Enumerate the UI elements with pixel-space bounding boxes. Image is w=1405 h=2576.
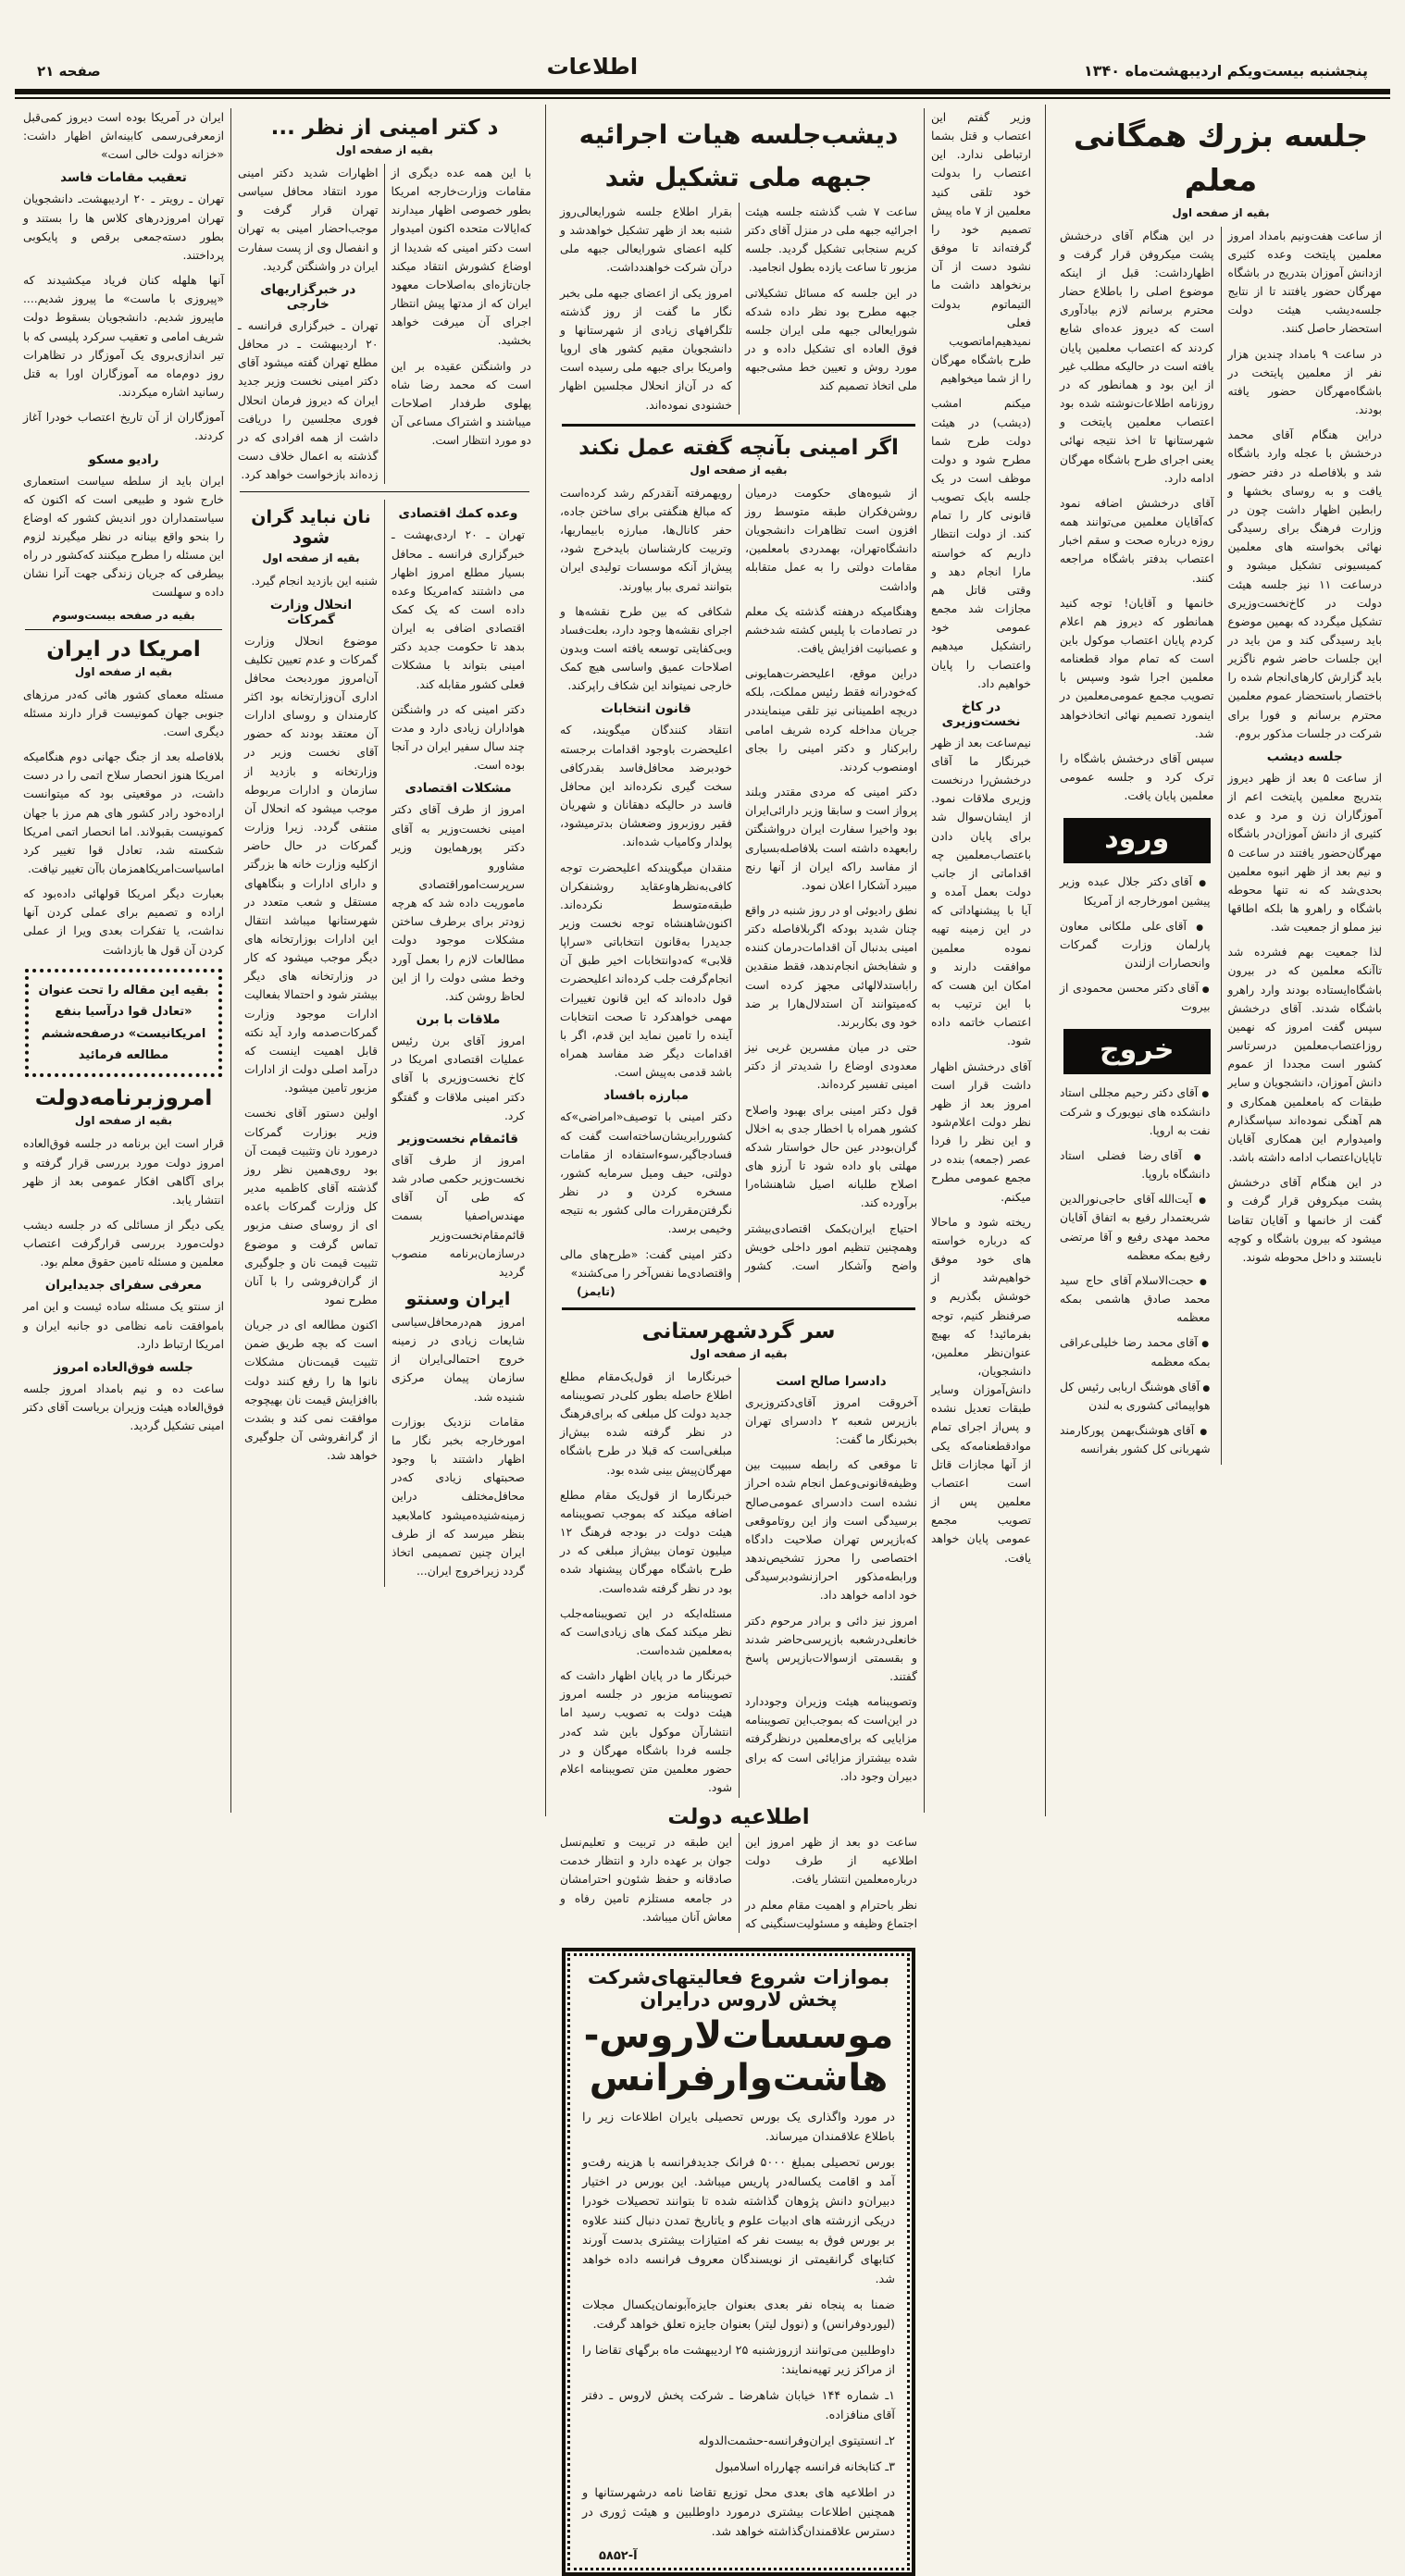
paragraph: لذا جمعیت بهم فشرده شد تاآنکه معلمین که در بیرون باشگاه‌ایستاده بودند وارد راهرو باشگاه شدند. آقای درخشش سپس گفت امروز که نهمین روزاعتصاب‌معلمین درسرتاسر کشور است مجددا از عموم دانش آموزان، دانشجویان و سایر طبقات که بامعلمین همکاری و هم آهنگی نموده‌اند سپاسگذارم وامیدوارم این همکاری آقایان تاپایان‌اعتصاب ادامه داشته باشد.: [1227, 946, 1382, 1165]
paragraph: خبرنگارما از قول‌یک‌مقام مطلع اطلاع حاصله بطور کلی‌در تصویبنامه جدید دولت کل مبلغی که برای‌فرهنگ در نظر گرفته شده بیش‌از مبلغی‌است که قبلا در طرح باشگاه مهرگان‌پیش بینی شده بود.: [560, 1369, 732, 1477]
paragraph: تا موقعی که رابطه سببیت بین وظیفه‌قانونی‌وعمل انجام شده احراز نشده است دادسرای عمومی‌صالح برسیدگی است واز این روتاموقعی که‌بازپرس تهران صلاحیت دادگاه اختصاصی را محرز تشخیص‌ندهد ورابطه‌مذکور احرازنشودبرسیدگی خود ادامه خواهد داد.: [745, 1458, 917, 1603]
article-title: اگر امینی بآنچه گفته عمل نکند: [578, 435, 899, 460]
paragraph: دراین هنگام آقای محمد درخشش با عجله وارد باشگاه شد و بلافاصله در دفتر حضور یافت و به روسای بخشها و رابطین اظهار داشت چون در وزارت فرهنگ برای رسیدگی نهائی بخواسته های معلمین کمیسیونی تشکیل میشود و درساعت ۱۱ نیز جلسه هیئت دولت در کاخ‌نخست‌وزیری تشکیل میگردد که بهمین موضوع باید رسیدگی کند و من باید در این جلسات حاضر شوم ناگزیر باید گزارش کارهای‌انجام شده را باختصار باستحضار عموم معلمین محترم برسانم و فورا برای شرکت در جلسات مذکور بروم.: [1227, 428, 1382, 740]
paragraph: در این هنگام آقای درخشش پشت میکروفن قرار گرفت و اظهارداشت: قبل از اینکه موضوع اصلی را باطلاع حضار محترم برسانم لازم بیادآوری است که دیروز عده‌ای شایع کردند که اعتصاب معلمین پایان یافته است در حالیکه مطلب غیر از این بود و همانطور که در روزنامه اطلاعات‌نوشته شده بود اعتصاب معلمین پایتخت و شهرستانها تا اخذ نتیجه نهائی یعنی اجرای طرح باشگاه مهرگان ادامه دارد.: [1060, 229, 1214, 485]
paragraph: ● حجت‌الاسلام آقای حاج سید محمد صادق هاشمی بمکه معظمه: [1060, 1271, 1214, 1327]
sub-headline: رادیو مسکو: [88, 452, 159, 467]
paragraph: تهران ـ ۲۰ اردی‌بهشت ـ خبرگزاری فرانسه ـ محافل بسیار مطلع امروز اظهار می داشتند که‌امریکا وعده داده است که یک کمک اقتصادی اضافی به ایران بدهد تا حکومت جدید دکتر امینی بتواند با مشکلات فعلی کشور مقابله کند.: [392, 528, 526, 691]
paragraph: با این همه عده دیگری از مقامات وزارت‌خارجه امریکا بطور خصوصی اظهار میدارند که‌ایالات متحده اکنون امیدوار است دکتر امینی که شدیدا از اوضاع کشورش انتقاد میکند جان‌تازه‌ای به‌اصلاحات معهود ایران که از مدتها پیش انتظار اجرای آن میرفت خواهد بخشید.: [391, 167, 531, 348]
paragraph: ۳ـ کتابخانه فرانسه چهارراه اسلامبول: [715, 2459, 895, 2474]
paragraph: ساعت ۷ شب گذشته جلسه هیئت اجرائیه جبهه ملی در منزل آقای دکتر کریم سنجابی تشکیل گردید. جلسه مزبور تا ساعت یازده بطول انجامید.: [745, 205, 917, 275]
paragraph: ● آقای هوشنگ‌بهمن پورکارمند شهربانی کل کشور بفرانسه: [1060, 1421, 1214, 1458]
article-title: امروزبرنامه‌دولت: [34, 1086, 213, 1111]
continued-note: بقیه از صفحه اول: [262, 551, 360, 565]
left-main-stack: [231, 108, 538, 1813]
sub-headline: وعده كمك اقتصادی: [398, 506, 518, 522]
article-america-in-iran: [23, 638, 224, 1078]
iran-cento-body: [392, 1313, 525, 1580]
continued-on-page-23: بقیه در صفحه بیست‌وسوم: [52, 608, 195, 622]
paragraph: یکی دیگر از مسائلی که در جلسه دیشب دولت‌مورد بررسی قرارگرفت اعتصاب معلمین و مسئله تامین حقوق معلم بود.: [23, 1218, 224, 1269]
paragraph: از سنتو یک مسئله ساده ئیست و این امر باموافقت نامه نظامی دو جانبه ایران و امریکا ارتباط دارد.: [23, 1300, 224, 1351]
paragraph: امروز یکی از اعضای جبهه ملی بخبر نگار ما گفت از روز گذشته تلگرافهای زیادی از شهرستانها و دانشجویان مقیم کشور های اروپا وامریکا برای جبهه ملی رسیده است که در آن‌از انحلال مجلسین اظهار خشنودی نموده‌اند.: [560, 286, 732, 412]
left-section: [9, 105, 546, 1816]
paragraph: آقای درخشش اضافه نمود که‌آقایان معلمین می‌توانند همه روزه درباره صحت و سقم اخبار اعتصاب بدفتر باشگاه مراجعه کنند.: [1060, 496, 1214, 585]
paragraph: امروز آقای برن رئیس عملیات اقتصادی امریکا در کاخ نخست‌وزیری با آقای دکتر امینی ملاقات و گفتگو کرد.: [392, 1034, 525, 1122]
paragraph: ۲ـ انستیتوی ایران‌وفرانسه-حشمت‌الدوله: [698, 2434, 895, 2448]
paragraph: موضوع انحلال وزارت گمرکات و عدم تعیین تکلیف آن‌امروز موردبحث محافل اداری آن‌وزارتخانه بود اکثر کارمندان و روسای ادارات آن معتقد بودند که حضور آقای نخست وزیر در وزارتخانه و بازدید از سازمان و ادارات مربوطه موجب میشود که انحلال آن منتفی گردد. زیرا وزارت گمرکات در حال حاضر ازکلیه وزارت خانه ها بزرگتر و دارای ادارات و بنگاههای مستقل و شعب متعدد در شهرستانها میباشد انتقال این ادارات بوزارتخانه های دیگر موجب میشود که کار در وزارتخانه های دیگر بیشتر شود و احتمالا بفعالیت ادارات موجود وزارت گمرکات‌صدمه وارد آید نکته قابل اهمیت اینست که درآمد اصلی دولت از ادارات مزبور تامین میشود.: [244, 634, 378, 1096]
front-page-continuation: [23, 108, 224, 602]
sub-headline: انحلال وزارت گمرکات: [269, 597, 353, 627]
center-main-stack: [553, 108, 925, 2563]
date-line: پنجشنبه بیست‌ویکم اردیبهشت‌ماه ۱۳۴۰: [1083, 62, 1368, 80]
paragraph: خبرنگار ما در پایان اظهار داشت که تصویبنامه مزبور در جلسه امروز هیئت دولت به تصویب رسید اما انتشارآن موکول باین شد که‌در جلسه فردا باشگاه مهرگان و در حضور معلمین متن تصویبنامه اعلام شود.: [560, 1669, 732, 1795]
paragraph: وزیر گفتم این اعتصاب و قتل بشما ارتباطی ندارد. این اعتصاب را بدولت خود تلقی کنید معلمین از ۷ ماه پیش تصمیم خود را گرفته‌اند تا موفق نشود دست از آن برنخواهد داشت ما التیماتوم بدولت فعلی نمیدهیم‌اماتصویب طرح باشگاه مهرگان را از شما میخواهیم: [931, 111, 1031, 386]
paragraph: ● آقای رضا فضلی استاد دانشگاه باروپا.: [1060, 1146, 1214, 1183]
if-amini-body: [560, 484, 917, 1282]
ad-topline: بموازات شروع فعالیتهای‌شرکت پخش لاروس درایران: [587, 1965, 890, 2011]
paragraph: ایران در آمریکا بوده است دیروز کمی‌قبل ازمعرفی‌رسمی کابینه‌اش اظهار داشت: «خزانه دولت خالی است»: [23, 111, 224, 162]
page-header: [9, 0, 1396, 87]
arrivals-banner: ورود: [1063, 818, 1211, 863]
section-rule: [240, 491, 529, 492]
paragraph: در ساعت ۹ بامداد چندین هزار نفر از معلمین پایتخت در باشگاه‌مهرگان حضور یافته بودند.: [1227, 347, 1382, 417]
paragraph: بقرار اطلاع جلسه شورایعالی‌روز شنبه بعد از ظهر تشکیل خواهدشد و کلیه اعضای شورایعالی جبهه ملی درآن شرکت خواهندداشت.: [560, 205, 732, 275]
paragraph: خبرنگارما از قول‌یک مقام مطلع اضافه میکند که بموجب تصویبنامه هیئت دولت در بودجه فرهنگ ۱۲ میلیون تومان بیش‌از مبلغی که در طرح باشگاه مهرگان پیشنهاد شده بود در نظر گرفته شده‌است.: [560, 1488, 732, 1595]
ad-title: موسسات‌لاروس-هاشت‌وارفرانس: [583, 2013, 894, 2099]
paragraph: ایران باید از سلطه سیاست استعماری خارج شود و طبیعی است که اکنون که سیاستمداران دور اندیش کشور که اوضاع را بنحو واقع بینانه در نظر میگیرند لزوم این مسئله را مطرح میکنند که‌کشور در راه بیطرفی که جریان زندگی جهت آنرا نشان داده و سهلست: [23, 474, 224, 600]
sub-headline: مبارزه بافساد: [603, 1088, 689, 1104]
article-government-program: [23, 1086, 224, 1435]
paragraph: ۱ـ شماره ۱۴۴ خیابان شاهرضا ـ شرکت پخش لاروس ـ دفتر آقای منافزاده.: [582, 2388, 895, 2422]
continued-note: بقیه از صفحه اول: [335, 143, 434, 156]
paragraph: ریخته شود و ماحالا که درباره خواسته های خود موفق خواهیم‌شد از خوشش بگذریم و صرفنظر کنیم، توجه بفرمائید! که بهیچ عنوان‌نظر معلمین، دانشجویان، دانش‌آموزان وسایر طبقات تعدیل نشده و پس‌از اجرای تمام موادقطعنامه‌که یکی از آنها مجازات قاتل است اعتصاب معلمین پس از تصویب مجمع عمومی پایان خواهد یافت.: [931, 1215, 1031, 1565]
paragraph: میکنم امشب (دیشب) در هیئت دولت طرح شما مطرح شود و دولت موظف است در یک جلسه بایک تصویب قانونی کار را تمام کند. از دولت انتظار داریم که خواسته مارا انجام دهد و وقتی قاتل هم مجازات شد مجمع عمومی خود راتشکیل میدهیم واعتصاب را پایان خواهیم داد.: [931, 397, 1031, 690]
paragraph: وتصویبنامه هیئت وزیران وجوددارد در این‌است که بموجب‌این تصویبنامه مزایایی که برای‌معلمین درنظرگرفته شده بیشتراز مزایائی است که برای دبیران وجود داد.: [745, 1695, 917, 1783]
advertisement-larousse: [562, 1948, 915, 2576]
shahrestani-body: [560, 1368, 917, 1798]
paragraph: بعبارت دیگر امریکا قولهائی داده‌بود که اراده و تصمیم برای عملی کردن آنها نداشت، یا تفکرات بعدی ویرا از عملی کردن آن قول ها بازداشت: [23, 887, 224, 957]
america-in-iran-body: [23, 686, 224, 960]
left-lower-columns: [238, 500, 531, 1587]
main-content: [9, 105, 1396, 2563]
article-title: امریکا در ایران: [46, 637, 201, 662]
paragraph: اولین دستور آقای نخست وزیر بوزارت گمرکات درمورد نان وتثبیت قیمت آن بود روی‌همین نظر روز گذشته آقای کاظمیه مدیر کل وزارت گمرکات باعده ای از روسای صنف مزبور تماس گرفت و موضوع تثبیت قیمت نان و جلوگیری از گران‌فروشی را با آنان مطرح نمود: [244, 1107, 378, 1307]
paragraph: تهران ـ رویتر ـ ۲۰ اردیبهشت‌ـ دانشجویان تهران امروزدرهای کلاس ها را بستند و بطور دسته‌جمعی برقص و پایکوبی پرداختند.: [23, 192, 224, 262]
paragraph: ساعت ده و نیم بامداد امروز جلسه فوق‌العاده هیئت وزیران بریاست آقای دکتر امینی تشکیل گردید.: [23, 1381, 224, 1433]
paragraph: وهنگامیکه درهفته گذشته یک معلم در تصادمات با پلیس کشته شدخشم و عصبانیت افزایش یافت.: [745, 604, 917, 655]
paragraph: امروز از طرف آقای دکتر امینی نخست‌وزیر به آقای دکتر پورهمایون وزیر مشاورو سرپرست‌اموراقتصادی ماموریت داده شد که هرچه زودتر برای برطرف ساختن مشکلات موجود دولت مطالعات لازم را بعمل آورد وخط مشی دولت را از این لحاظ روشن کند.: [392, 803, 525, 1003]
paragraph: ● آقای هوشنگ اربابی رئیس کل هواپیمائی کشوری به لندن: [1060, 1378, 1214, 1415]
article-title: د كتر امينى از نظر ...: [270, 116, 499, 140]
sub-headline: در كاخ نخست‌وزیری: [941, 699, 1021, 729]
paragraph: امروز هم‌درمحافل‌سیاسی شایعات زیادی در زمینه خروج احتمالی‌ایران از سازمان پیمان مرکزی شنیده شد.: [392, 1315, 525, 1404]
paragraph: از ساعت هفت‌ونیم بامداد امروز معلمین پایتخت وعده کثیری ازدانش آموزان بتدریج در باشگاه مهرگان حضور یافتند تا از نتایج جلسه‌دیشب هیئت دولت استحضار حاصل کنند.: [1227, 229, 1382, 336]
government-notice-body: [560, 1833, 917, 1933]
paragraph: نطق رادیوئی او در روز شنبه در واقع چنان شدید بودکه اگربلافاصله دکتر امینی بدنبال آن اقدامات‌درمان کننده و شفابخش انجام‌ندهد، فقط منقدین راباستدلالهائی مجهز کرده است که‌میتوانند آن استدلال‌هارا بر ضد خود وی بکاربرند.: [745, 904, 917, 1029]
section-rule: [562, 1307, 915, 1310]
national-front-body: [560, 203, 917, 415]
paragraph: امروز نیز دائی و برادر مرحوم دکتر خانعلی‌درشعبه بازپرسی‌حاضر شدند و بقسمتی ازسوالات‌بازپرس پاسخ گفتند.: [745, 1614, 917, 1683]
departures-list: [1060, 1084, 1214, 1458]
paragraph: ● آقای علی ملکانی معاون پارلمان وزارت گمرکات وانحصارات ازلندن: [1060, 917, 1214, 972]
continued-note: بقیه از صفحه اول: [690, 1346, 788, 1360]
paragraph: دراین موقع، اعلیحضرت‌همایونی که‌خودرانه فقط رئیس مملکت، بلکه دریچه اطمینانی نیز تلقی مینماینددر جریان مداخله کرده شریف امامی رابرکنار و دکتر امینی را بجای اومنصوب کردند.: [745, 667, 917, 774]
continued-note: بقیه از صفحه اول: [74, 664, 173, 678]
paragraph: ● آقای محمد رضا خلیلی‌عراقی بمکه معظمه: [1060, 1333, 1214, 1370]
paragraph: آقای درخشش اظهار داشت قرار است امروز بعد از ظهر نظر دولت اعلام‌شود و این نظر را فردا عصر (جمعه) بنده در مجمع عمومی مطرح میکنم.: [931, 1059, 1031, 1204]
paragraph: انتقاد کنندگان میگویند، که اعلیحضرت باوجود اقدامات برجسته خودبرضد محافل‌فاسد بقدرکافی سخت گیری نکرده‌اند این محافل فاسد در حالیکه دهقانان و شهریان فقیر روزبروز وضعشان بدترمیشود، پولدار وکامیاب شده‌اند.: [560, 724, 732, 849]
paragraph: قول دکتر امینی برای بهبود واصلاح کشور همراه با اخطار جدی به اخلال گران‌بوددر عین حال خواستار شدکه مهلتی باو داده شود تا آرزو های اصلاح طلبانه اصیل شاهنشاه‌را برآورده کند.: [745, 1103, 917, 1210]
paragraph: امروز از طرف آقای نخست‌وزیر حکمی صادر شد که طی آن آقای مهندس‌اصفیا بسمت قائم‌مقام‌نخست‌وزیر درسازمان‌برنامه منصوب گردید: [392, 1153, 525, 1279]
article-sergeant-shahrestani: [560, 1319, 917, 1798]
article-teachers-meeting: [1046, 105, 1396, 1816]
article-government-notice: [560, 1805, 917, 1933]
teachers-columns: [1053, 227, 1388, 1466]
sub-headline: ملاقات با برن: [416, 1012, 501, 1028]
paragraph: از ساعت ۵ بعد از ظهر دیروز بتدریج معلمین پایتخت اعم از آموزگاران زن و مرد و عده کثیری از دانش آموزان‌در باشگاه مهرگان‌حضور یافتند در ساعت ۵ و نیم بعد از ظهر انبوه معلمین بحدی‌شد که نه تنها محوطه باشگاه و راهرو ها بلکه اطاقها نیز مملو از جمعیت شد.: [1227, 771, 1382, 935]
article-title-line1: دیشب‌جلسه هیات اجرائیه: [578, 119, 899, 150]
paragraph: در واشنگتن عقیده بر این است که محمد رضا شاه پهلوی طرفدار اصلاحات میباشند و اشتراک مساعی آن دو مورد انتظار است.: [391, 359, 531, 448]
article-title: سر گردشهرستانی: [641, 1319, 836, 1344]
far-left-column: [17, 108, 231, 1813]
article-title-iran-cento: ایران وسنتو: [405, 1288, 511, 1309]
left-row: [17, 108, 538, 1813]
sub-headline: جلسه فوق‌العاده امروز: [54, 1359, 193, 1375]
teachers-col-left: [1053, 227, 1222, 1466]
sub-headline: تعقیب مقامات فاسد: [60, 170, 187, 186]
arrivals-list: [1060, 873, 1214, 1016]
paragraph: حتی در میان مفسرین غربی نیز معدودی اوضاع را شدیدتر از دکتر امینی تفسیر کرده‌اند.: [745, 1041, 917, 1092]
sub-headline: معرفی سفرای جدیدایران: [44, 1278, 203, 1294]
sub-headline: جلسه دیشب: [1266, 749, 1343, 764]
dr-amini-body: [238, 164, 531, 484]
paragraph: خانمها و آقایان! توجه کنید همانطور که دیروز هم اعلام کردم پایان اعتصاب موکول باین است که تمام مواد قطعنامه معلمین اجرا شود وسپس با تصویب مجمع عمومی‌معلمین در اینمورد تصمیم نهائی اتخاذخواهد شد.: [1060, 596, 1214, 740]
paragraph: بلافاصله بعد از جنگ جهانی دوم هنگامیکه امریکا هنوز انحصار سلاح اتمی را در دست داشت، در موقعیتی بود که میتوانست اراده‌خود رادر کشور های هم مرز با جهان کمونیست بقبولاند. اما انحصار اتمی امریکا شکسته شد، تعادل قوا تغییر کرد اماسیاست‌امریکاهمزمان باآن تغییر نیافت.: [23, 750, 224, 875]
center-row: [553, 108, 1038, 2563]
paragraph: شکافی که بین طرح نقشه‌ها و اجرای نقشه‌ها وجود دارد، بعلت‌فساد وبی‌کفایتی توسعه یافته است وبدون اصلاحات عمیق واساسی هیچ کمک خارجی نمیتواند این شکاف راپرکند.: [560, 604, 732, 693]
teachers-col-left-text: [1060, 227, 1214, 806]
column-bread-price: [238, 500, 385, 1587]
paragraph: اظهارات شدید دکتر امینی مورد انتقاد محافل سیاسی تهران قرار گرفت و موجب‌احضار امینی به تهران و انفصال وی از پست سفارت ایران در واشنگتن گردید.: [238, 167, 379, 273]
paragraph: نیم‌ساعت بعد از ظهر خبرنگار ما آقای درخشش‌را درنخست وزیری ملاقات نمود. از ایشان‌سوال شد برای پایان دادن باعتصاب‌معلمین چه اقداماتی از جانب دولت بعمل آمده و آیا با پیشنهاداتی که در این زمینه تهیه نموده معلمین موافقت دارند و امکان این هست که با این ترتیب به اعتصاب خاتمه داده شود.: [931, 736, 1031, 1048]
paragraph: دکتر امینی با توصیف«امراضی»که کشوررابریشان‌ساخته‌است گفت که فسادجاگیر،سوءاستفاده از مقامات دولتی، حیف ومیل سرمایه کشور، مسخره کردن و در نظر نگرفتن‌مقررات مالی کشور به نتیجه وخیمی برسد.: [560, 1110, 732, 1236]
sub-headline: مشکلات اقتصادی: [404, 781, 512, 797]
article-title-line2: جبهه ملی تشکیل شد: [604, 162, 873, 192]
departures-banner: خروج: [1063, 1029, 1211, 1074]
article-if-amini: [560, 436, 917, 1298]
source-attribution: (تایمز): [577, 1283, 615, 1298]
article-national-front: [560, 116, 917, 415]
paragraph: دکتر امینی که مردی مقتدر وبلند پرواز است و سابقا وزیر دارائی‌ایران بود واخیرا سفارت ایران درواشنگتن رابعهده داشته است بلافاصله‌بسیاری از مفاسد راکه ایران از آنها رنج میبرد آشکارا اعلان نمود.: [745, 786, 917, 892]
paragraph: شنبه این بازدید انجام گیرد.: [251, 575, 378, 588]
paragraph: احتیاج ایران‌بکمک اقتصادی‌بیشتر وهمچنین تنظیم امور داخلی خویش واضح وآشکار است. کشور رویهمرفته آنقدرکم رشد کرده‌است که مبالغ هنگفتی برای ساختن جاده، حفر کانال‌ها، مبارزه بابیماریها، وتربیت کارشناسان بایدخرج شود، پیش‌از آنکه موسسات تولیدی ایران بتوانند ثمری ببار بیاورند.: [560, 486, 917, 1272]
bread-body: [244, 572, 378, 1465]
paragraph: سپس آقای درخشش باشگاه را ترک کرد و جلسه عمومی معلمین پایان یافت.: [1060, 751, 1214, 803]
government-program-body: [23, 1134, 224, 1435]
sub-headline: در خبرگزاریهای خارجی: [260, 281, 356, 312]
paragraph: ● آیت‌الله آقای حاجی‌نورالدین شریعتمدار رفیع به اتفاق آقایان محمد مهدی رفیع و آقا مرتضی رفیع بمکه معظمه: [1060, 1190, 1214, 1265]
paragraph: ساعت دو بعد از ظهر امروز این اطلاعیه از طرف دولت درباره‌معلمین انتشار یافت.: [745, 1836, 917, 1887]
paragraph: نظر باحترام و اهمیت مقام معلم در اجتماع وظیفه و مسئولیت‌سنگینی که این طبقه در تربیت و تعلیم‌نسل جوان بر عهده دارد و انتظار خدمت صادقانه و حفظ شئون‌و احترامشان در جامعه مستلزم تامین رفاه و معاش آنان میباشد.: [560, 1836, 917, 1930]
column-pm-palace: [925, 108, 1038, 1813]
column-misc-economy: [385, 500, 531, 1587]
paragraph: ● آقای دکتر جلال عبده وزیر پیشین امورخارجه از آمریکا: [1060, 873, 1214, 910]
paragraph: داوطلبین می‌توانند ازروزشنبه ۲۵ اردیبهشت ماه برگهای تقاضا را از مراکز زیر تهیه‌نمایند:: [582, 2343, 895, 2377]
article-title: اطلاعیه دولت: [667, 1805, 810, 1830]
paragraph: از شیوه‌های حکومت درمیان روشن‌فکران طبقه متوسط روز افزون است تظاهرات دانشجویان دانشگاه‌تهران، بهمدردی بامعلمین، مقامات دولتی را به عمل متقابله واداشت: [745, 486, 917, 593]
sub-headline: دادسرا صالح است: [776, 1373, 887, 1389]
sub-headline: قانون انتخابات: [601, 701, 691, 717]
section-rule: [562, 424, 915, 427]
paragraph: مسئله‌ایکه در این تصویبنامه‌جلب نظر میکند کمک های زیادی‌است که به‌معلمین شده‌است.: [560, 1606, 732, 1657]
sub-headline: قائمقام نخست‌وزیر: [398, 1131, 518, 1146]
paragraph: آنها هلهله کنان فریاد میکشیدند که «پیروزی با ماست» ما پیروز شدیم.... ماپیروز شدیم. دانشجویان بسقوط دولت شریف امامی و تعقیب سرکرد پلیسی که با تیر اندازی‌بروی یک آموزگار در تظاهرات روز دوم‌ماه مه آموزگاران اورا به قتل رسانید اشاره میکردند.: [23, 274, 224, 400]
ad-body: [582, 2109, 895, 2543]
masthead: اطلاعات: [546, 54, 639, 80]
continued-note: بقیه از صفحه اول: [74, 1114, 173, 1128]
header-rule: [15, 89, 1390, 99]
article-dr-amini-view: [238, 116, 531, 484]
see-page-six-box: بقیه این مقاله را تحت عنوان «تعادل قوا درآسیا بنفع امریکانیست» درصفحه‌ششم مطالعه فرمائید: [25, 969, 222, 1078]
article-title: جلسه بزرك همگانی معلم: [1073, 118, 1369, 198]
continued-note: بقیه از صفحه اول: [690, 463, 788, 477]
teachers-col-right: [1222, 227, 1389, 1466]
paragraph: ● آقای دکتر رحیم مجللی استاد دانشکده های نیویورک و شرکت نفت به اروپا.: [1060, 1084, 1214, 1139]
paragraph: قرار است این برنامه در جلسه فوق‌العاده امروز دولت مورد بررسی قرار گرفته و برای آگاهی افکار عمومی بعد از ظهر انتشار یابد.: [23, 1137, 224, 1207]
article-title-bread: نان نباید گران شود: [251, 507, 371, 549]
paragraph: ● آقای دکتر محسن محمودی از بیروت: [1060, 979, 1214, 1016]
ad-reference-code: آ-۵۸۵۲: [599, 2548, 638, 2563]
page-number: صفحه ۲۱: [37, 63, 101, 80]
paragraph: در این جلسه که مسائل تشکیلاتی جبهه مطرح بود نظر داده شدکه شورایعالی جبهه ملی ایران جلسه فوق العاده ای تشکیل داده و در مورد روش و تعیین خط مشی‌جبهه ملی اتخاذ تصمیم کند: [745, 286, 917, 393]
paragraph: تهران ـ خبرگزاری فرانسه ـ ۲۰ اردیبهشت ـ در محافل مطلع تهران گفته میشود آقای دکتر امینی نخست وزیر جدید ایران که دیروز فرمان انحلال فوری مجلسین را دریافت داشت از همه افرادی که در گذشته به اعمال خلاف دست زده‌اند بازخواست خواهد کرد.: [238, 318, 379, 482]
paragraph: اکنون مطالعه ای در جریان است که بچه طریق ضمن تثبیت قیمت‌نان مشکلات نانوا ها را رفع کنند دولت باافزایش قیمت نان بهیچوجه موافقت نمی کند و بشدت از گرانفروشی آن جلوگیری خواهد شد.: [244, 1319, 378, 1463]
paragraph: دکتر امینی که در واشنگتن هواداران زیادی دارد و مدت چند سال سفیر ایران در آنجا بوده است.: [392, 702, 525, 773]
paragraph: دکتر امینی گفت: «طرح‌های مالی واقتصادی‌ما نفس‌آخر را می‌کشند»: [560, 1247, 732, 1280]
paragraph: مقامات نزدیک بوزارت امورخارجه بخبر نگار ما اظهار داشتند با وجود صحبتهای زیادی که‌در محافل‌مختلف دراین زمینه‌شنیده‌میشود کاملابعید بنظر میرسد که از طرف ایران چنین تصمیمی اتخاذ گردد زیراخروج ایران...: [392, 1415, 525, 1578]
paragraph: منقدان میگویندکه اعلیحضرت توجه کافی‌به‌نظرهاوعقاید روشنفکران طبقه‌متوسط نکرده‌اند. اکنون‌شاهنشاه توجه نخست وزیر جدیدرا به‌قانون انتخاباتی «سراپا قلابی» که‌دوانتخابات اخیر طبق آن انجام‌گرفت جلب کرده‌اند اعلیحضرت قول داده‌اند که این قانون تغییرات مهمی خواهدکرد تا صحت انتخابات آینده را تامین نماید این قدم، اگر با اقدامات دیگر ضد مفاسد همراه باشد قدمی به‌پیش است.: [560, 861, 732, 1080]
section-rule: [25, 629, 222, 630]
paragraph: آخروقت امروز آقای‌دکتروزیری بازپرس شعبه ۲ دادسرای تهران بخبرنگار ما گفت:: [745, 1395, 917, 1447]
center-section: [546, 105, 1046, 2563]
paragraph: ضمنا به پنجاه نفر بعدی بعنوان جایزه‌آبونمان‌یکسال مجلات (لیوردوفرانس) و (نوول لیتر) بعنوان جایزه تعلق خواهد گرفت.: [582, 2297, 895, 2332]
paragraph: مسئله معمای کشور هائی که‌در مرزهای جنوبی جهان کمونیست قرار دارند مسئله دیگری است.: [23, 687, 224, 738]
paragraph: بورس تحصیلی بمبلغ ۵۰۰۰ فرانک جدیدفرانسه با هزینه رفت‌و آمد و اقامت یکساله‌در پاریس میباشد. این بورس در اختیار دبیران‌و دانش پژوهان گذاشته شده تا بتوانند تحصیلات خودرا دریکی ازرشته های ادبیات علوم و یاتاریخ تمدن دنبال کنند علاوه بر بورس فوق به بیست نفر که امتیازات بیشتری بدست آورند کتابهای گرانقیمتی از نویسندگان معروف فرانسه داده خواهد شد.: [582, 2155, 895, 2286]
continued-note: بقیه از صفحه اول: [1172, 205, 1270, 219]
paragraph: آموزگاران از آن تاریخ اعتصاب خودرا آغاز کردند.: [23, 411, 224, 443]
misc-economy-body: [392, 506, 525, 1282]
paragraph: در اطلاعیه های بعدی محل توزیع تقاضا نامه درشهرستانها و همچنین اطلاعات بیشتری درمورد داوطلبین و هیئت ژوری در دسترس علاقمندان‌گذاشته خواهد شد.: [582, 2485, 895, 2539]
paragraph: در این هنگام آقای درخشش پشت میکروفن قرار گرفت و گفت از خانمها و آقایان تقاضا میشود که بیرون باشگاه و کوچه نایستند و داخل محوطه شوند.: [1227, 1176, 1382, 1264]
paragraph: در مورد واگذاری یک بورس تحصیلی بایران اطلاعات زیر را باطلاع علاقمندان میرساند.: [582, 2110, 895, 2144]
